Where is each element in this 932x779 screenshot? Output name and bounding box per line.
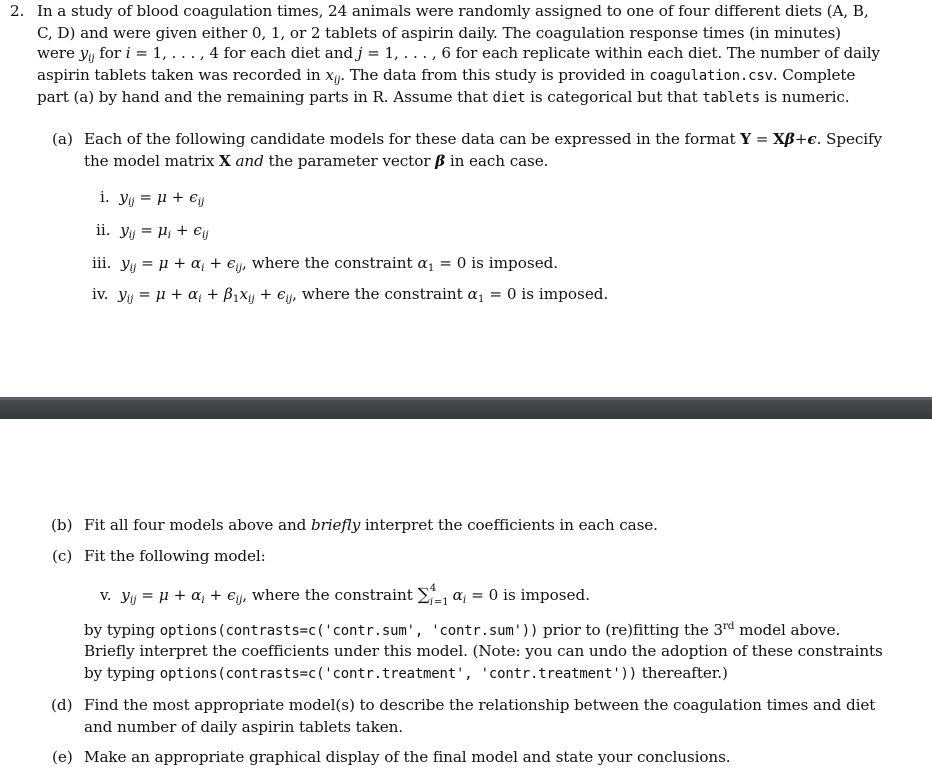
part-d-line-2: and number of daily aspirin tablets taken.	[84, 718, 404, 736]
part-a-line-2	[84, 150, 548, 172]
part-c-typing-b: prior to (re)fitting the 3	[543, 621, 723, 639]
part-a-line-1-text-b: Specify	[826, 130, 883, 148]
model-ii-equation: $y_{ij} = \mu_i + \epsilon_{ij}$	[115, 221, 209, 241]
model-iii-alpha1: $\alpha_1$	[417, 254, 435, 274]
intro-line-4-text-c: . Complete	[772, 66, 856, 84]
file-name: coagulation.csv	[649, 68, 773, 84]
math-X: X	[219, 152, 231, 170]
part-c-brief-line: Briefly interpret the coefficients under this model. (Note: you can undo the adoption of these constraints	[84, 642, 883, 660]
intro-line-4-text-a: aspirin tablets taken was recorded in	[37, 66, 321, 84]
model-iii-tail: = 0 is imposed.	[439, 254, 559, 272]
page-divider-highlight	[0, 397, 932, 400]
model-iv-alpha1: $\alpha_1$	[467, 285, 485, 305]
model-iii	[92, 252, 558, 279]
intro-line-3-text-d: = 1, . . . , 6 for each replicate within each diet. The number of daily	[367, 44, 881, 62]
part-a-line-2-text-d: in each case.	[449, 152, 549, 170]
part-c-undo-b: thereafter.)	[641, 664, 728, 682]
intro-line-5-text-b: is categorical but that	[530, 88, 698, 106]
model-i-equation: $y_{ij} = \mu + \epsilon_{ij}$	[114, 188, 205, 208]
intro-line-3-text-b: for	[99, 44, 121, 62]
math-i: i	[125, 44, 131, 62]
math-model-format: Y = Xβ+ϵ.	[740, 130, 822, 148]
part-b-text-a: Fit all four models above and	[84, 516, 307, 534]
code-contr-treatment: options(contrasts=c('contr.treatment', 'contr.treatment'))	[159, 666, 637, 682]
model-iii-label: iii.	[92, 254, 112, 272]
intro-line-3-text-c: = 1, . . . , 4 for each diet and	[135, 44, 354, 62]
part-c-text: Fit the following model:	[84, 547, 266, 565]
model-v-tail: = 0 is imposed.	[471, 586, 591, 604]
math-x-ij: $x_{ij}$	[325, 66, 341, 86]
intro-line-3-text-a: were	[37, 44, 75, 62]
part-b-text	[84, 514, 658, 536]
part-a-line-1-text-a: Each of the following candidate models for these data can be expressed in the format	[84, 130, 736, 148]
part-c-undo-a: by typing	[84, 664, 155, 682]
model-ii	[96, 219, 209, 246]
part-c-typing-a: by typing	[84, 621, 155, 639]
math-beta: β	[435, 152, 446, 170]
model-v	[100, 584, 590, 611]
model-i-label: i.	[100, 188, 110, 206]
model-iv	[92, 283, 608, 310]
part-c-label: (c)	[52, 547, 73, 565]
intro-line-5-text-a: part (a) by hand and the remaining parts in R. Assume that	[37, 88, 488, 106]
page-divider	[0, 397, 932, 419]
code-contr-sum: options(contrasts=c('contr.sum', 'contr.sum'))	[159, 623, 539, 639]
part-d-label: (d)	[51, 696, 73, 714]
part-c-typing-c: model above.	[739, 621, 841, 639]
part-b-label: (b)	[51, 516, 73, 534]
part-a-line-1	[84, 128, 882, 150]
math-y-ij: $y_{ij}$	[79, 44, 95, 64]
code-tablets: tablets	[702, 90, 761, 106]
model-v-label: v.	[100, 586, 112, 604]
intro-line-5-text-c: is numeric.	[764, 88, 850, 106]
intro-line-2: C, D) and were given either 0, 1, or 2 tablets of aspirin daily. The coagulation response times (in minutes)	[37, 24, 841, 42]
part-d-line-1: Find the most appropriate model(s) to describe the relationship between the coagulation times and diet	[84, 696, 876, 714]
math-j: j	[357, 44, 363, 62]
model-iv-tail: = 0 is imposed.	[489, 285, 609, 303]
model-v-suffix: , where the constraint	[242, 586, 413, 604]
intro-line-5	[37, 86, 850, 109]
model-iii-suffix: , where the constraint	[242, 254, 413, 272]
part-a-line-2-text-b: and	[235, 152, 264, 170]
model-iv-label: iv.	[92, 285, 109, 303]
part-b-text-em: briefly	[311, 516, 361, 534]
model-iv-suffix: , where the constraint	[292, 285, 463, 303]
problem-number: 2.	[10, 2, 25, 20]
part-c-undo-line	[84, 662, 728, 685]
part-e-text: Make an appropriate graphical display of the final model and state your conclusions.	[84, 748, 731, 766]
part-a-line-2-text-a: the model matrix	[84, 152, 215, 170]
part-e-label: (e)	[52, 748, 73, 766]
part-a-label: (a)	[52, 130, 73, 148]
model-v-sum: ∑ 4 i =1 $\alpha_i$	[417, 583, 467, 608]
model-ii-label: ii.	[96, 221, 111, 239]
model-i	[100, 186, 204, 213]
model-v-equation: $y_{ij} = \mu + \alpha_i + \epsilon_{ij}$	[116, 586, 243, 606]
part-c-typing-sup: rd	[722, 620, 735, 632]
intro-line-4-text-b: . The data from this study is provided in	[340, 66, 645, 84]
part-b-text-b: interpret the coefficients in each case.	[364, 516, 658, 534]
intro-line-1: In a study of blood coagulation times, 24 animals were randomly assigned to one of four different diets (A, B,	[37, 2, 869, 20]
code-diet: diet	[492, 90, 526, 106]
model-iv-equation: $y_{ij} = \mu + \alpha_i + \beta_1x_{ij} + \epsilon_{ij}$	[113, 285, 293, 305]
part-c-typing-line	[84, 615, 840, 642]
model-iii-equation: $y_{ij} = \mu + \alpha_i + \epsilon_{ij}$	[116, 254, 243, 274]
part-a-line-2-text-c: the parameter vector	[268, 152, 431, 170]
